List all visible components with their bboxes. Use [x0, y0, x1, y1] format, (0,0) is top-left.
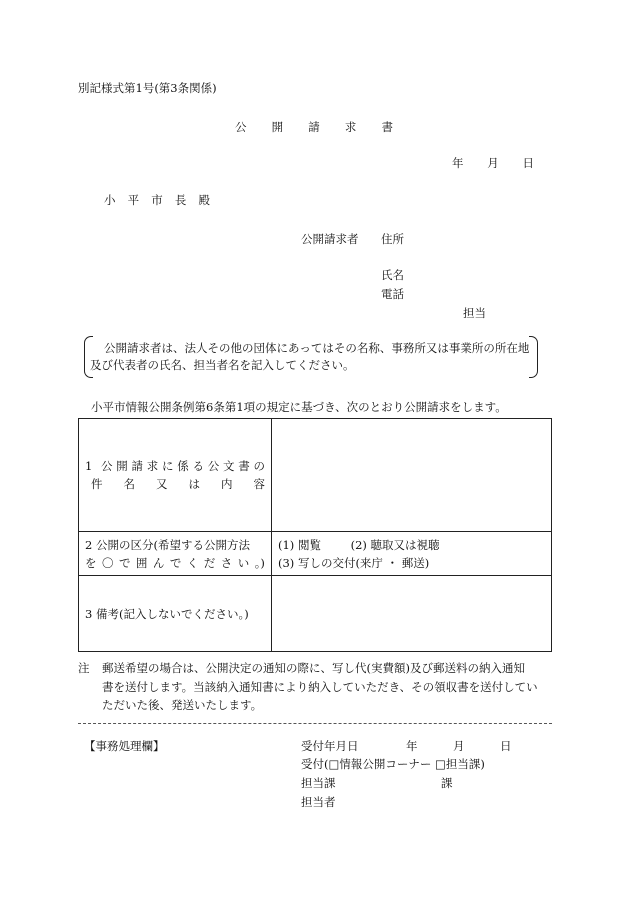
label-char: は — [188, 477, 200, 491]
label-char: 又 — [156, 477, 168, 491]
document-title-label — [79, 419, 272, 532]
disclosure-type-label — [79, 532, 272, 576]
label-char: 件 — [91, 477, 103, 491]
label-char: 公 — [101, 459, 113, 473]
received-year: 年 — [406, 739, 418, 753]
staff-label: 担当者 — [301, 795, 336, 809]
instruction-box — [84, 336, 538, 378]
addressee-char: 平 — [127, 193, 140, 207]
received-day: 日 — [500, 739, 512, 753]
row-number: 1 — [85, 459, 93, 473]
form-number: 別記様式第1号(第3条関係) — [78, 81, 217, 95]
requester-label: 公開請求者 — [301, 232, 359, 246]
received-month: 月 — [453, 739, 465, 753]
label-char: で — [118, 555, 131, 570]
note-line3: ただいた後、発送いたします。 — [102, 698, 263, 712]
office-use-heading: 【事務処理欄】 — [84, 739, 165, 753]
phone-label: 電話 — [381, 287, 404, 301]
addressee-char: 小 — [104, 193, 116, 207]
disclosure-type-line1: 2 公開の区分(希望する公開方法 — [85, 537, 250, 552]
table-row — [79, 532, 552, 576]
label-char: 開 — [116, 459, 128, 473]
label-char: 名 — [123, 477, 135, 491]
label-char: 〇 — [101, 555, 114, 570]
note-line2: 書を送付します。当該納入通知書により納入していただき、その領収書を送付してい — [102, 679, 538, 694]
title-char: 書 — [381, 120, 393, 134]
note-line1: 郵送希望の場合は、公開決定の通知の際に、写し代(実費額)及び郵送料の納入通知 — [102, 661, 525, 675]
option-view[interactable]: (1) 閲覧 — [278, 537, 321, 552]
received-date-label: 受付年月日 — [301, 739, 359, 753]
option-listen[interactable]: (2) 聴取又は視聴 — [350, 537, 440, 552]
addressee-char: 殿 — [198, 193, 210, 207]
label-char: さ — [220, 555, 233, 570]
label-char: に — [162, 459, 174, 473]
addressee — [104, 192, 210, 208]
label-char: 容 — [253, 477, 265, 491]
note-mark: 注 — [78, 661, 90, 675]
request-table — [78, 418, 552, 652]
label-char: 内 — [221, 477, 233, 491]
title-char: 公 — [235, 120, 247, 134]
label-char: 書 — [238, 459, 250, 473]
label-char: 文 — [223, 459, 235, 473]
label-char: の — [253, 459, 265, 473]
addressee-char: 市 — [151, 193, 163, 207]
label-char: い — [237, 555, 250, 570]
label-char: 囲 — [135, 555, 148, 570]
page-title — [235, 119, 393, 135]
label-char: で — [169, 555, 182, 570]
label-char: 係 — [177, 459, 189, 473]
address-label: 住所 — [381, 232, 404, 246]
cut-line — [78, 723, 552, 724]
label-char: く — [186, 555, 199, 570]
reception-line: 受付(□情報公開コーナー □担当課) — [301, 757, 485, 771]
dept-label: 担当課 — [301, 776, 336, 790]
title-char: 請 — [308, 120, 320, 134]
name-label: 氏名 — [381, 268, 404, 282]
dept-suffix: 課 — [441, 776, 453, 790]
label-char: を — [85, 555, 97, 570]
option-copy[interactable]: (3) 写しの交付(来庁 ・ 郵送) — [278, 555, 430, 570]
date-char: 月 — [487, 156, 499, 170]
remarks-label: 3 備考(記入しないでください。) — [79, 576, 272, 652]
title-char: 開 — [271, 120, 284, 134]
contact-label: 担当 — [463, 306, 486, 320]
intro-text: 小平市情報公開条例第6条第1項の規定に基づき、次のとおり公開請求をします。 — [91, 400, 507, 414]
date-char: 年 — [452, 156, 464, 170]
remarks-input — [272, 576, 552, 652]
title-char: 求 — [344, 120, 357, 134]
label-char: 。) — [254, 555, 265, 570]
postal-note — [78, 659, 552, 715]
instruction-note: 公開請求者は、法人その他の団体にあってはその名称、事務所又は事業所の所在地及び代表者の氏名、担当者名を記入してください。 — [90, 341, 530, 372]
label-char: ん — [152, 555, 165, 570]
date-char: 日 — [522, 156, 534, 170]
label-char: る — [192, 459, 204, 473]
addressee-char: 長 — [174, 193, 187, 207]
document-title-input[interactable] — [272, 419, 552, 532]
disclosure-type-options[interactable] — [272, 532, 552, 576]
label-char: だ — [203, 555, 216, 570]
table-row — [79, 576, 552, 652]
label-char: 公 — [207, 459, 220, 473]
date-line — [452, 155, 534, 171]
label-char: 求 — [146, 459, 159, 473]
label-char: 請 — [131, 459, 143, 473]
table-row — [79, 419, 552, 532]
